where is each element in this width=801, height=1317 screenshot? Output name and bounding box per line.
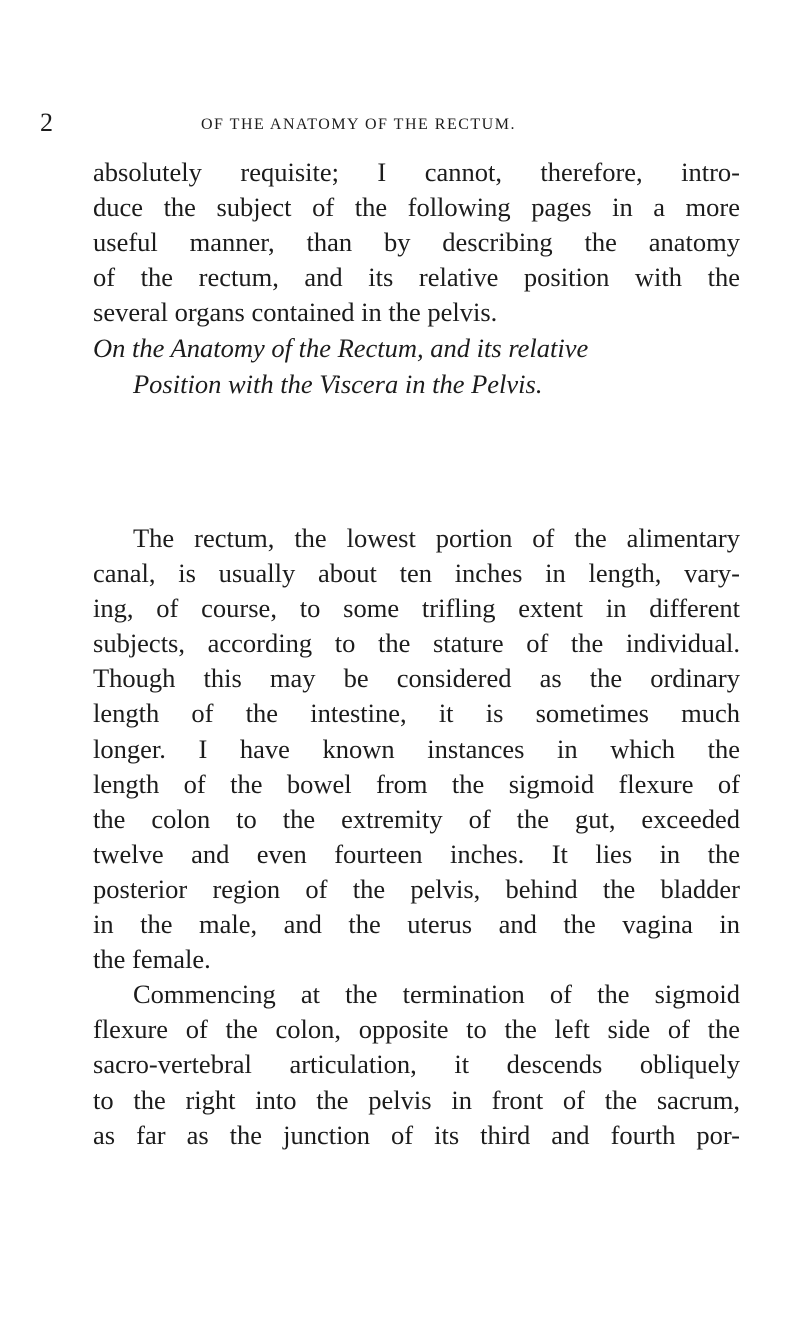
- section-heading: [93, 330, 740, 402]
- text-line: of the rectum, and its relative position with the: [93, 262, 740, 293]
- text-line: Commencing at the termination of the sigmoid: [133, 979, 740, 1010]
- text-line: as far as the junction of its third and fourth por-: [93, 1119, 740, 1150]
- text-line: canal, is usually about ten inches in length, vary-: [93, 558, 740, 589]
- text-line: posterior region of the pelvis, behind the bladder: [93, 873, 740, 904]
- text-line: useful manner, than by describing the anatomy: [93, 227, 740, 258]
- heading-line: On the Anatomy of the Rectum, and its relative: [93, 333, 589, 363]
- text-line: length of the bowel from the sigmoid flexure of: [93, 768, 740, 799]
- running-head: [0, 108, 801, 137]
- text-line: the female.: [93, 944, 211, 975]
- text-line: ing, of course, to some trifling extent in different: [93, 593, 740, 624]
- text-line: several organs contained in the pelvis.: [93, 297, 498, 328]
- text-line: to the right into the pelvis in front of the sacrum,: [93, 1084, 740, 1115]
- text-line: duce the subject of the following pages in a more: [93, 192, 740, 223]
- text-line: length of the intestine, it is sometimes much: [93, 698, 740, 729]
- text-line: twelve and even fourteen inches. It lies in the: [93, 838, 740, 869]
- text-line: sacro-vertebral articulation, it descends obliquely: [93, 1049, 740, 1080]
- text-line: Though this may be considered as the ordinary: [93, 663, 740, 694]
- text-line: the colon to the extremity of the gut, exceeded: [93, 803, 740, 834]
- text-line: flexure of the colon, opposite to the left side of the: [93, 1014, 740, 1045]
- heading-line: Position with the Viscera in the Pelvis.: [133, 369, 543, 399]
- text-line: in the male, and the uterus and the vagina in: [93, 909, 740, 940]
- text-line: subjects, according to the stature of the individual.: [93, 628, 740, 659]
- page-number: 2: [40, 108, 53, 137]
- running-title: OF THE ANATOMY OF THE RECTUM.: [201, 116, 516, 133]
- text-line: longer. I have known instances in which the: [93, 733, 740, 764]
- paragraph-intro: [93, 155, 740, 330]
- text-line: absolutely requisite; I cannot, therefore, intro-: [93, 157, 740, 187]
- paragraph-rectum-description: [93, 521, 740, 1153]
- text-line: The rectum, the lowest portion of the alimentary: [133, 523, 740, 553]
